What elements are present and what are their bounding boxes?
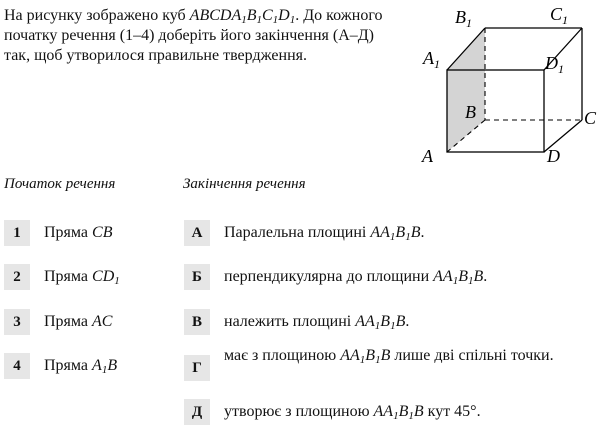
shaded-face: [447, 28, 485, 152]
ending-letter-g: Г: [184, 355, 210, 381]
label-d1: $D_1$: [545, 53, 564, 76]
cube-figure: [418, 0, 600, 170]
header-endings: Закінчення речення: [183, 176, 306, 192]
ending-a: Паралельна площині $AA_1B_1B$.: [224, 224, 425, 243]
problem-instruction: До кожного початку речення (1–4) доберіть його закінчення (А–Д) так, щоб утворилося правильне твердження.: [4, 7, 383, 64]
label-c1: $C_1$: [550, 4, 569, 27]
start-number-4: 4: [4, 353, 30, 379]
label-c: C: [584, 108, 597, 128]
start-4: Пряма $A_1B$: [44, 357, 118, 376]
ending-letter-d: Д: [184, 399, 210, 425]
start-number-1: 1: [4, 220, 30, 246]
ending-letter-b: Б: [184, 264, 210, 290]
start-2: Пряма $CD_1$: [44, 268, 120, 287]
start-number-2: 2: [4, 264, 30, 290]
ending-letter-a: А: [184, 220, 210, 246]
label-b1: $B_1$: [455, 7, 472, 30]
header-starts: Початок речення: [4, 176, 116, 192]
label-b: B: [465, 102, 476, 122]
ending-b: перпендикулярна до площини $AA_1B_1B$.: [224, 268, 488, 287]
label-a1: $A_1$: [423, 48, 440, 71]
start-1: Пряма CB: [44, 224, 113, 241]
label-d: D: [547, 146, 560, 166]
ending-letter-v: В: [184, 309, 210, 335]
problem-statement: На рисунку зображено куб $ABCDA_1B_1C_1D_1$. До кожного початку речення (1–4) доберіть його закінчення (А–Д) так, щоб утворилося правильне твердження.: [4, 7, 383, 64]
ending-d: утворює з площиною $AA_1B_1B$ кут 45°.: [224, 403, 481, 422]
ending-g: має з площиною $AA_1B_1B$ лише дві спільні точки.: [224, 347, 554, 366]
ending-v: належить площині $AA_1B_1B$.: [224, 313, 410, 332]
cube-name: $ABCDA_1B_1C_1D_1$: [189, 7, 296, 26]
start-3: Пряма AC: [44, 313, 113, 330]
label-a: A: [422, 146, 433, 166]
problem-lead: На рисунку зображено куб: [4, 7, 186, 24]
start-number-3: 3: [4, 309, 30, 335]
